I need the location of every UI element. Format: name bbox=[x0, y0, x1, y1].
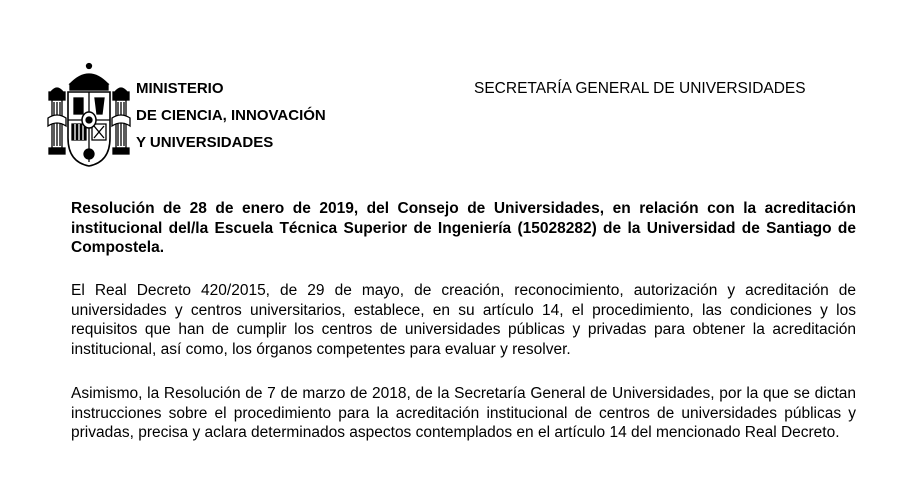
paragraph-asimismo: Asimismo, la Resolución de 7 de marzo de 2018, de la Secretaría General de Universidades, por la que se dictan instrucciones sobre el procedimiento para la acreditación institucional de centros de universidades públicas y privadas, precisa y aclara determinados aspectos contemplados en el artículo 14 del mencionado Real Decreto. bbox=[71, 385, 856, 441]
resolution-title: Resolución de 28 de enero de 2019, del Consejo de Universidades, en relación con la acreditación institucional del/la Escuela Técnica Superior de Ingeniería (15028282) de la Universidad de Santiago de Compostela. bbox=[71, 200, 856, 256]
paragraph-real-decreto: El Real Decreto 420/2015, de 29 de mayo, de creación, reconocimiento, autorización y acreditación de universidades y centros universitarios, establece, en su artículo 14, el procedimiento, las condiciones y los requisitos que han de cumplir los centros de universidades públicas y privadas para obtener la acreditación institucional, así como, los órganos competentes para evaluar y resolver. bbox=[71, 282, 856, 358]
ministry-line-1: MINISTERIO bbox=[136, 80, 224, 97]
ministry-name bbox=[136, 75, 326, 156]
secretaria-heading: SECRETARÍA GENERAL DE UNIVERSIDADES bbox=[474, 80, 806, 97]
spanish-coat-of-arms-icon bbox=[46, 62, 132, 170]
ministry-line-3: Y UNIVERSIDADES bbox=[136, 134, 274, 151]
ministry-line-2: DE CIENCIA, INNOVACIÓN bbox=[136, 107, 326, 124]
